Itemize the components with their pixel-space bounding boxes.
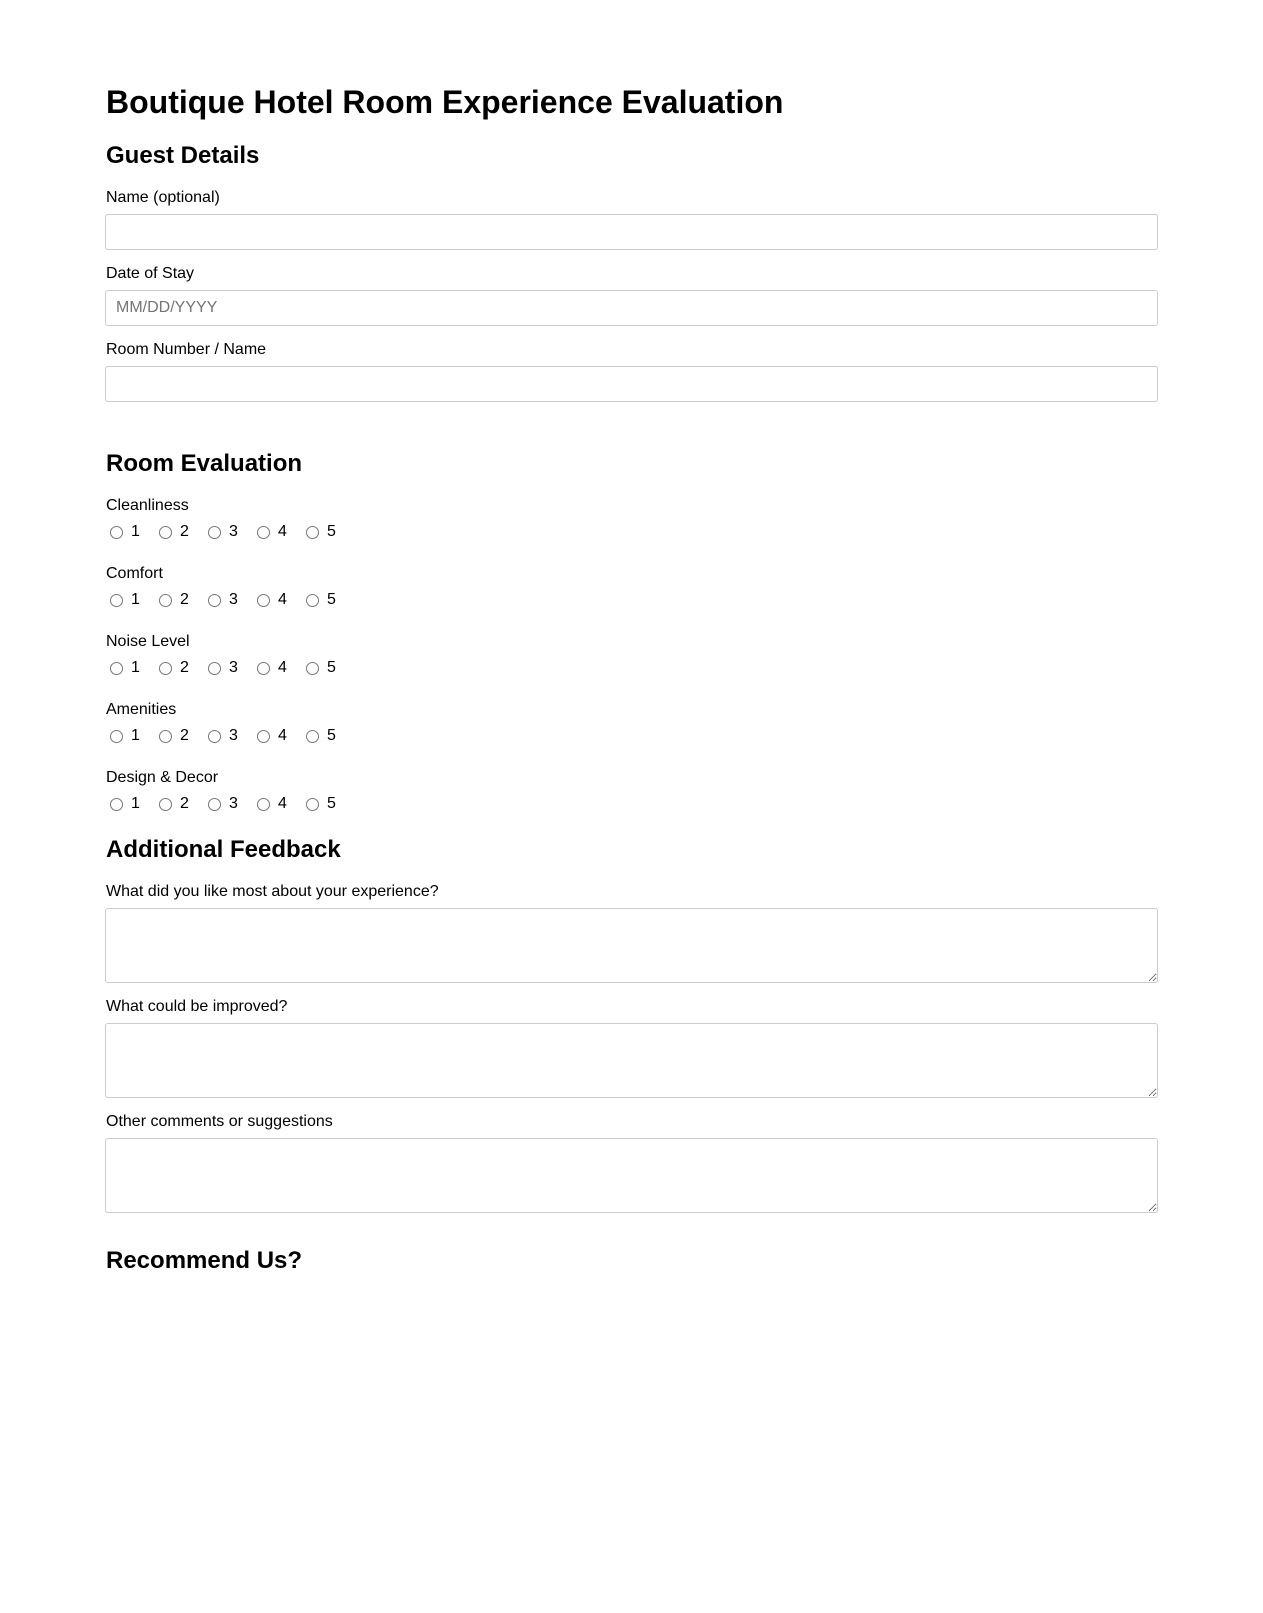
rating-option[interactable] [203, 523, 252, 541]
feedback-questions [105, 882, 1158, 1213]
rating-option[interactable] [301, 659, 350, 677]
rating-group-comfort [105, 590, 1158, 610]
rating-value: 5 [327, 591, 336, 608]
date-label: Date of Stay [106, 265, 195, 282]
rating-option[interactable] [203, 591, 252, 609]
page-title: Boutique Hotel Room Experience Evaluation [106, 84, 784, 120]
rating-radio-amenities-2[interactable] [159, 730, 172, 743]
rating-radio-amenities-4[interactable] [257, 730, 270, 743]
rating-group-cleanliness [105, 522, 1158, 542]
rating-option[interactable] [105, 523, 154, 541]
criterion-label-amenities: Amenities [106, 701, 177, 718]
rating-value: 2 [180, 659, 189, 676]
rating-value: 2 [180, 591, 189, 608]
name-label: Name (optional) [106, 189, 220, 206]
rating-value: 4 [278, 591, 287, 608]
rating-option[interactable] [154, 795, 203, 813]
rating-radio-comfort-4[interactable] [257, 594, 270, 607]
rating-group-noise-level [105, 658, 1158, 678]
rating-option[interactable] [105, 591, 154, 609]
rating-option[interactable] [203, 795, 252, 813]
rating-radio-design-decor-3[interactable] [208, 798, 221, 811]
recommend-heading: Recommend Us? [106, 1247, 303, 1274]
rating-radio-design-decor-5[interactable] [306, 798, 319, 811]
rating-radio-design-decor-2[interactable] [159, 798, 172, 811]
room-input[interactable] [105, 366, 1158, 402]
rating-radio-cleanliness-4[interactable] [257, 526, 270, 539]
rating-radio-design-decor-1[interactable] [110, 798, 123, 811]
rating-radio-design-decor-4[interactable] [257, 798, 270, 811]
room-evaluation-heading: Room Evaluation [106, 450, 303, 477]
rating-value: 4 [278, 795, 287, 812]
rating-value: 3 [229, 523, 238, 540]
criterion-label-design-decor: Design & Decor [106, 769, 219, 786]
rating-radio-amenities-1[interactable] [110, 730, 123, 743]
evaluation-form [0, 83, 1158, 1275]
feedback-textarea-2[interactable] [105, 1023, 1158, 1098]
rating-option[interactable] [252, 659, 301, 677]
rating-option[interactable] [301, 795, 350, 813]
rating-value: 3 [229, 591, 238, 608]
rating-option[interactable] [301, 727, 350, 745]
rating-radio-noise-level-4[interactable] [257, 662, 270, 675]
rating-radio-amenities-3[interactable] [208, 730, 221, 743]
rating-option[interactable] [252, 795, 301, 813]
rating-radio-noise-level-1[interactable] [110, 662, 123, 675]
rating-option[interactable] [203, 727, 252, 745]
criterion-label-comfort: Comfort [106, 565, 163, 582]
rating-group-amenities [105, 726, 1158, 746]
rating-value: 5 [327, 659, 336, 676]
rating-option[interactable] [105, 659, 154, 677]
rating-value: 1 [131, 727, 140, 744]
criteria-list [105, 496, 1158, 814]
guest-details-heading: Guest Details [106, 142, 260, 169]
feedback-question-label: What could be improved? [106, 998, 288, 1015]
rating-option[interactable] [203, 659, 252, 677]
rating-option[interactable] [105, 795, 154, 813]
additional-feedback-heading: Additional Feedback [106, 836, 341, 863]
criterion-label-cleanliness: Cleanliness [106, 497, 189, 514]
rating-option[interactable] [301, 591, 350, 609]
rating-value: 1 [131, 523, 140, 540]
rating-option[interactable] [252, 591, 301, 609]
rating-option[interactable] [105, 727, 154, 745]
rating-option[interactable] [252, 523, 301, 541]
rating-value: 3 [229, 659, 238, 676]
rating-value: 2 [180, 523, 189, 540]
rating-option[interactable] [154, 727, 203, 745]
rating-value: 3 [229, 727, 238, 744]
rating-value: 3 [229, 795, 238, 812]
rating-value: 5 [327, 727, 336, 744]
date-of-stay-input[interactable] [105, 290, 1158, 326]
rating-option[interactable] [154, 523, 203, 541]
rating-radio-noise-level-2[interactable] [159, 662, 172, 675]
rating-radio-amenities-5[interactable] [306, 730, 319, 743]
rating-value: 2 [180, 795, 189, 812]
rating-value: 4 [278, 727, 287, 744]
feedback-question-label: What did you like most about your experience? [106, 883, 439, 900]
rating-radio-comfort-2[interactable] [159, 594, 172, 607]
rating-option[interactable] [301, 523, 350, 541]
room-label: Room Number / Name [106, 341, 267, 358]
rating-option[interactable] [154, 659, 203, 677]
rating-option[interactable] [252, 727, 301, 745]
rating-value: 5 [327, 523, 336, 540]
rating-radio-cleanliness-3[interactable] [208, 526, 221, 539]
rating-radio-noise-level-5[interactable] [306, 662, 319, 675]
rating-radio-cleanliness-2[interactable] [159, 526, 172, 539]
feedback-textarea-1[interactable] [105, 908, 1158, 983]
criterion-label-noise-level: Noise Level [106, 633, 190, 650]
rating-value: 5 [327, 795, 336, 812]
rating-value: 4 [278, 659, 287, 676]
rating-value: 2 [180, 727, 189, 744]
rating-value: 1 [131, 659, 140, 676]
rating-radio-comfort-1[interactable] [110, 594, 123, 607]
rating-radio-cleanliness-1[interactable] [110, 526, 123, 539]
rating-value: 4 [278, 523, 287, 540]
rating-group-design-decor [105, 794, 1158, 814]
rating-option[interactable] [154, 591, 203, 609]
rating-value: 1 [131, 795, 140, 812]
rating-value: 1 [131, 591, 140, 608]
rating-radio-comfort-3[interactable] [208, 594, 221, 607]
rating-radio-comfort-5[interactable] [306, 594, 319, 607]
rating-radio-cleanliness-5[interactable] [306, 526, 319, 539]
rating-radio-noise-level-3[interactable] [208, 662, 221, 675]
name-input[interactable] [105, 214, 1158, 250]
feedback-question-label: Other comments or suggestions [106, 1113, 333, 1130]
feedback-textarea-3[interactable] [105, 1138, 1158, 1213]
